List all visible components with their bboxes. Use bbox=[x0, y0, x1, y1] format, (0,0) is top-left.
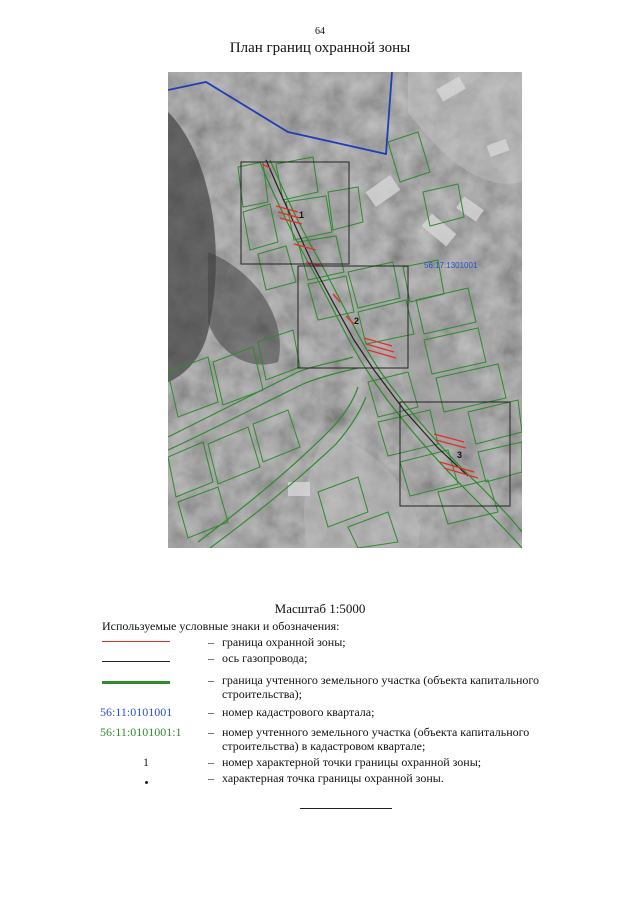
legend-dash: – bbox=[208, 651, 214, 665]
legend-title: Используемые условные знаки и обозначения: bbox=[102, 619, 340, 633]
legend-dash: – bbox=[208, 705, 214, 719]
legend-dash: – bbox=[208, 725, 214, 739]
point-label-2: 2 bbox=[354, 316, 360, 326]
legend-dash: – bbox=[208, 635, 214, 649]
legend-dash: – bbox=[208, 673, 214, 687]
legend-symbol-red-line bbox=[100, 635, 200, 649]
legend-text: граница охранной зоны; bbox=[222, 635, 346, 649]
legend-symbol-black-line bbox=[100, 651, 200, 665]
quarter-label: 56:17:1301001 bbox=[424, 261, 478, 270]
legend-text: ось газопровода; bbox=[222, 651, 308, 665]
legend-text: номер кадастрового квартала; bbox=[222, 705, 375, 719]
page-title: План границ охранной зоны bbox=[229, 40, 411, 56]
legend-symbol-parcel-number: 56:11:0101001:1 bbox=[100, 725, 182, 739]
map-scale: Масштаб 1:5000 bbox=[274, 601, 366, 616]
legend-dash: – bbox=[208, 771, 214, 785]
legend-dash: – bbox=[208, 755, 214, 769]
point-label-1: 1 bbox=[299, 210, 305, 220]
legend-text: номер учтенного земельного участка (объекта капитального строительства) в кадастровом квартале; bbox=[222, 725, 530, 753]
separator-line bbox=[300, 808, 392, 809]
legend-text: номер характерной точки границы охранной зоны; bbox=[222, 755, 482, 769]
legend-text: граница учтенного земельного участка (объекта капитального строительства); bbox=[222, 673, 540, 701]
legend-symbol-green-line bbox=[100, 673, 200, 687]
map-canvas bbox=[168, 72, 522, 548]
legend-symbol-dot bbox=[100, 771, 192, 785]
point-label-3: 3 bbox=[457, 450, 463, 460]
legend-symbol-point-number: 1 bbox=[143, 755, 149, 769]
legend-text: характерная точка границы охранной зоны. bbox=[222, 771, 444, 785]
legend-symbol-quarter-number: 56:11:0101001 bbox=[100, 705, 173, 719]
page-number: 64 bbox=[315, 26, 325, 37]
aerial-map bbox=[168, 72, 522, 548]
